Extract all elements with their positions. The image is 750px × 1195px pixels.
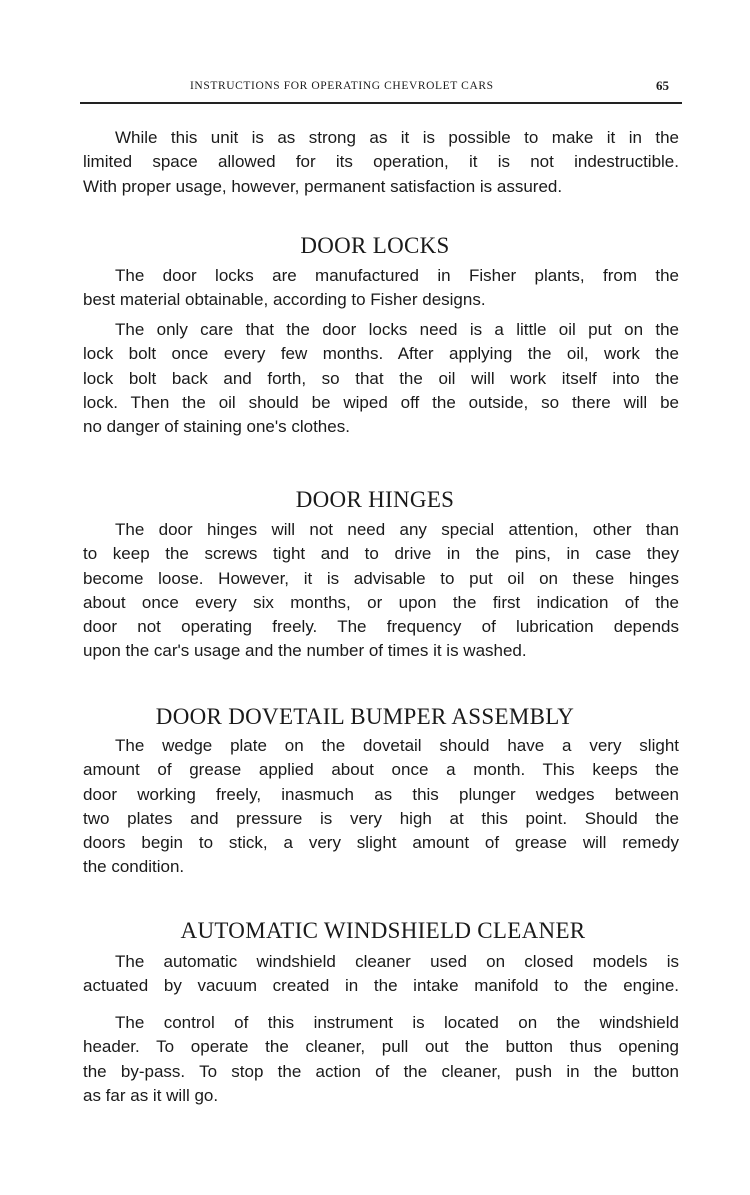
text-line: no danger of staining one's clothes. bbox=[83, 417, 350, 437]
text-line: the condition. bbox=[83, 857, 185, 877]
text-line: The control of this instrument is located on the windshield bbox=[115, 1013, 679, 1032]
text-line: to keep the screws tight and to drive in the pins, in case they bbox=[83, 544, 679, 564]
text-line: lock. Then the oil should be wiped off the outside, so there will be bbox=[83, 392, 679, 412]
text-line: amount of grease applied about once a month. This keeps the bbox=[83, 760, 679, 780]
text-line: With proper usage, however, permanent satisfaction is assured. bbox=[83, 176, 563, 196]
text-line: lock bolt back and forth, so that the oil will work itself into the bbox=[83, 368, 679, 388]
running-header: INSTRUCTIONS FOR OPERATING CHEVROLET CARS bbox=[190, 80, 494, 92]
text-line: upon the car's usage and the number of times it is washed. bbox=[83, 641, 527, 661]
paragraph bbox=[83, 734, 679, 880]
text-line: actuated by vacuum created in the intake manifold to the engine. bbox=[83, 976, 679, 996]
paragraph bbox=[83, 950, 679, 999]
text-line: as far as it will go. bbox=[83, 1085, 219, 1105]
text-line: header. To operate the cleaner, pull out the button thus opening bbox=[83, 1037, 679, 1057]
paragraph bbox=[83, 518, 679, 664]
text-line: about once every six months, or upon the first indication of the bbox=[83, 592, 679, 612]
text-line: The only care that the door locks need is a little oil put on the bbox=[115, 320, 679, 339]
text-line: The door locks are manufactured in Fisher plants, from the bbox=[115, 266, 679, 285]
text-line: The automatic windshield cleaner used on closed models is bbox=[115, 952, 679, 971]
section-heading-door-hinges: DOOR HINGES bbox=[295, 487, 455, 512]
paragraph bbox=[83, 264, 679, 313]
text-line: two plates and pressure is very high at this point. Should the bbox=[83, 808, 679, 828]
text-line: door working freely, inasmuch as this plunger wedges between bbox=[83, 784, 679, 804]
text-line: While this unit is as strong as it is possible to make it in the bbox=[115, 128, 679, 147]
section-heading-door-locks: DOOR LOCKS bbox=[300, 233, 450, 258]
text-line: best material obtainable, according to Fisher designs. bbox=[83, 290, 486, 310]
page-number: 65 bbox=[656, 78, 669, 93]
text-line: door not operating freely. The frequency of lubrication depends bbox=[83, 617, 679, 637]
text-line: lock bolt once every few months. After applying the oil, work the bbox=[83, 344, 679, 364]
section-heading-door-dovetail: DOOR DOVETAIL BUMPER ASSEMBLY bbox=[155, 704, 575, 729]
text-line: limited space allowed for its operation, it is not indestructible. bbox=[83, 152, 679, 172]
text-line: The wedge plate on the dovetail should have a very slight bbox=[115, 736, 679, 755]
paragraph bbox=[83, 1011, 679, 1108]
paragraph bbox=[83, 318, 679, 439]
text-line: become loose. However, it is advisable to put oil on these hinges bbox=[83, 568, 679, 588]
text-line: doors begin to stick, a very slight amount of grease will remedy bbox=[83, 833, 679, 853]
header-rule bbox=[80, 102, 682, 104]
intro-paragraph bbox=[83, 126, 679, 199]
section-heading-windshield-cleaner: AUTOMATIC WINDSHIELD CLEANER bbox=[180, 918, 586, 943]
text-line: the by-pass. To stop the action of the cleaner, push in the button bbox=[83, 1061, 679, 1081]
text-line: The door hinges will not need any special attention, other than bbox=[115, 520, 679, 539]
